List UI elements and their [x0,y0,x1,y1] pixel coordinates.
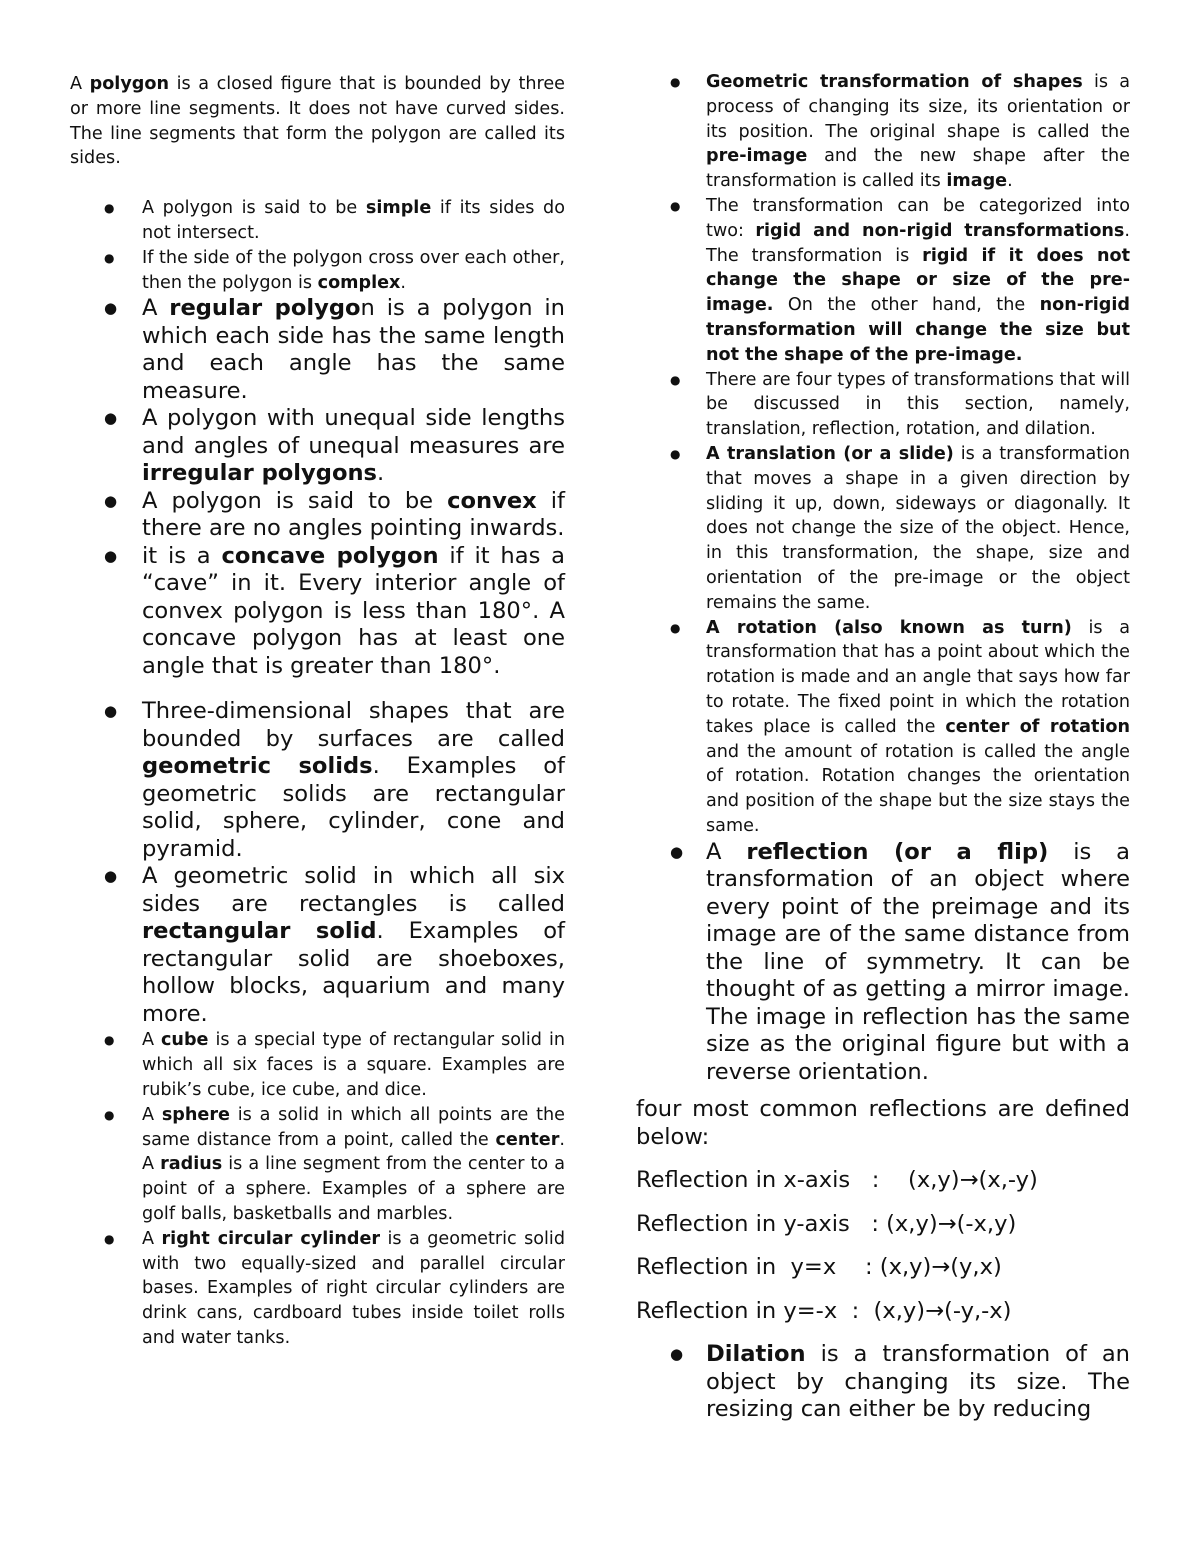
text: is a process of changing its size, its orientation or its position. The original shape is called the [706,72,1131,142]
right-column [636,70,1130,1424]
text: . A [142,1129,565,1175]
text: is a special type of rectangular solid in which all six faces is a square. Examples are rubik’s cube, ice cube, and dice. [142,1030,565,1100]
text: A polygon is said to be [142,198,366,219]
reflection-rule-y-equals-x: Reflection in y=x : (x,y)→(y,x) [636,1254,1002,1281]
text: is a transformation of an object where every point of the preimage and its image are of the same distance from the line of symmetry. It can be thought of as getting a mirror image. The image in reflection has the same size as the original figure but with a reverse orientation. [706,838,1130,1085]
bold-term: A rotation (also known as turn) [706,617,1072,638]
list-item [70,543,565,681]
bold-term: irregular polygons [142,460,378,487]
text: . Examples of geometric solids are rectangular solid, sphere, cylinder, cone and pyramid. [142,753,565,862]
left-column [70,72,565,1351]
text: . Examples of rectangular solid are shoeboxes, hollow blocks, aquarium and many more. [142,918,565,1027]
text: if its sides do not intersect. [142,198,565,243]
list-item [70,196,565,246]
list-item [70,246,565,296]
text: A [142,1104,162,1125]
list-item [636,616,1130,839]
text: is a closed figure that is bounded by three or more line segments. It does not have curved sides. The line segments that form the polygon are called its sides. [70,74,565,169]
text: is a transformation that moves a shape in a given direction by sliding it up, down, sideways or diagonally. It does not change the size of the object. Hence, in this transformation, the shape, size and orientation of the pre-image or the object remains the same. [706,443,1130,613]
bold-term: rigid if it does not change the shape or size of the pre-image. [706,245,1130,316]
text: Three-dimensional shapes that are bounded by surfaces are called [142,698,565,752]
text: A polygon is said to be [142,487,448,514]
text: A [70,74,90,94]
left-bullet-list [70,196,565,1351]
list-item [70,863,565,1028]
bold-term: Geometric transformation of shapes [706,72,1083,92]
text: A polygon with unequal side lengths and angles of unequal measures are [142,405,565,459]
text: There are four types of transformations that will be discussed in this section, namely, translation, reflection, rotation, and dilation. [706,369,1130,440]
bold-term: convex [447,487,537,514]
list-item [636,194,1130,368]
text: The transformation can be categorized into two: [706,195,1130,241]
text: . [1007,171,1013,192]
text: and the amount of rotation is called the angle of rotation. Rotation changes the orientation and position of the shape but the size stays the same. [706,741,1130,836]
bold-term: geometric solids [142,753,373,780]
list-item [636,839,1130,1087]
bold-term: right circular cylinder [161,1228,381,1249]
text: A geometric solid in which all six sides are rectangles is called [142,863,565,917]
list-item [70,1028,565,1102]
dilation-list [636,1341,1130,1424]
list-item [636,442,1130,616]
text: and the new shape after the transformation is called its [706,146,1130,192]
bold-term: image [946,171,1008,192]
reflection-rule-y-equals-neg-x: Reflection in y=-x : (x,y)→(-y,-x) [636,1297,1012,1324]
reflection-rule-y-axis: Reflection in y-axis : (x,y)→(-x,y) [636,1210,1017,1237]
text: . [377,460,385,487]
bold-term: sphere [161,1104,230,1125]
text: if there are no angles pointing inwards. [142,487,565,542]
bold-term: non-rigid transformation will change the size but not the shape of the pre-image. [706,295,1130,365]
text: n is a polygon in which each side has the same length and each angle has the same measure. [142,295,565,404]
text: . [400,272,406,293]
bold-term: complex [317,272,401,293]
reflection-rule-x-axis: Reflection in x-axis : (x,y)→(x,-y) [636,1167,1038,1194]
text: A [142,295,170,322]
text: it is a [142,542,222,569]
text: is a line segment from the center to a point of a sphere. Examples of a sphere are golf balls, basketballs and marbles. [142,1154,565,1224]
reflections-intro: four most common reflections are defined below: [636,1096,1130,1150]
list-item [636,70,1130,194]
text: is a geometric solid with two equally-sized and parallel circular bases. Examples of right circular cylinders are drink cans, cardboard tubes inside toilet rolls and water tanks. [142,1228,565,1348]
bold-term: center [495,1129,560,1150]
bold-term: reflection (or a flip) [746,838,1049,865]
bold-term: A translation (or a slide) [706,443,954,464]
bold-term: radius [160,1154,223,1175]
text: A [142,1030,161,1051]
text: A [142,1228,162,1249]
bold-term: polygon [89,74,170,94]
list-item [70,698,565,863]
list-item [70,1227,565,1351]
bold-term: rigid and non-rigid transformations [755,220,1125,241]
text: If the side of the polygon cross over each other, then the polygon is [142,247,565,293]
list-item [636,1341,1130,1424]
text: is a transformation that has a point about which the rotation is made and an angle that says how far to rotate. The fixed point in which the rotation takes place is called the [706,617,1130,737]
bold-term: simple [365,198,432,219]
bold-term: center of rotation [945,716,1131,737]
text: is a transformation of an object by changing its size. The resizing can either be by reducing [706,1341,1130,1423]
list-item [70,405,565,488]
text: . The transformation is [706,220,1130,266]
list-item [70,1103,565,1227]
bold-term: rectangular solid [142,918,377,945]
text: if it has a “cave” in it. Every interior angle of convex polygon is less than 180°. A concave polygon has at least one angle that is greater than 180°. [142,542,565,679]
bold-term: regular polygo [169,295,361,322]
text: On the other hand, the [773,295,1040,316]
list-item [636,368,1130,442]
bold-term: Dilation [706,1341,806,1368]
right-bullet-list [636,70,1130,1086]
text: is a solid in which all points are the same distance from a point, called the [142,1104,565,1150]
bold-term: cube [161,1030,209,1051]
bold-term: concave polygon [221,542,439,569]
polygon-definition-paragraph [70,72,565,171]
list-item [70,488,565,543]
list-item [70,295,565,405]
bold-term: pre-image [706,146,808,167]
text: A [706,838,747,865]
